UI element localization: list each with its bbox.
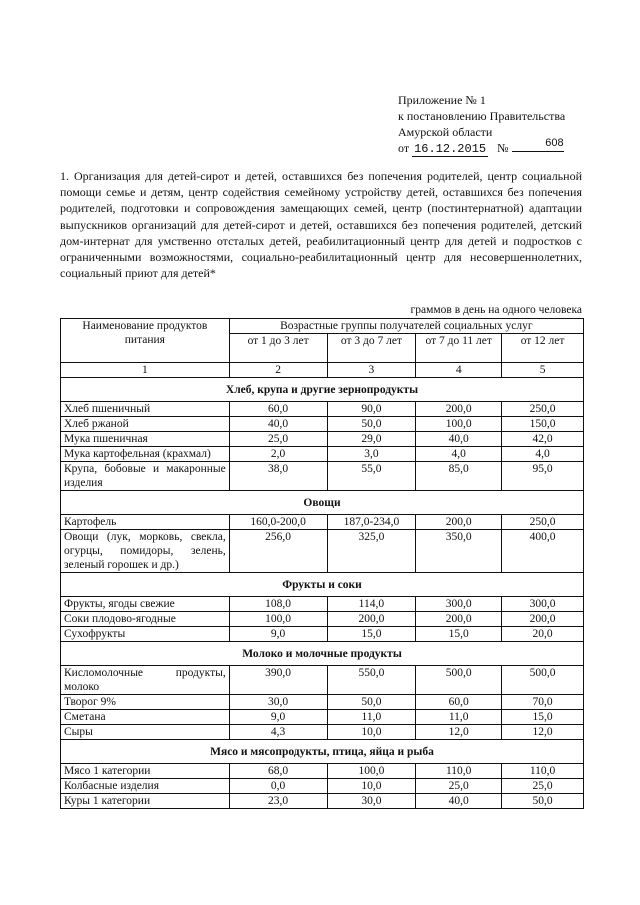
norm-value: 187,0-234,0: [327, 515, 416, 530]
table-row: [61, 710, 584, 725]
date-number-line: [398, 137, 598, 158]
section-row: [61, 573, 584, 597]
product-name: Сметана: [61, 710, 230, 725]
norm-value: 200,0: [416, 402, 502, 417]
norm-value: 55,0: [327, 462, 416, 491]
norm-value: 25,0: [416, 779, 502, 794]
norm-value: 300,0: [416, 597, 502, 612]
resolution-number: 608: [512, 135, 564, 152]
norm-value: 100,0: [327, 764, 416, 779]
product-name: Овощи (лук, морковь, свекла, огурцы, помидоры, зелень, зеленый горошек и др.): [61, 530, 230, 573]
norm-value: 12,0: [502, 725, 584, 740]
norm-value: 100,0: [416, 417, 502, 432]
table-row: [61, 597, 584, 612]
section-title: Молоко и молочные продукты: [61, 642, 584, 666]
norm-value: 15,0: [502, 710, 584, 725]
norm-value: 200,0: [416, 515, 502, 530]
table-row: [61, 627, 584, 642]
product-name: Мука картофельная (крахмал): [61, 447, 230, 462]
norm-value: 25,0: [502, 779, 584, 794]
norm-value: 11,0: [416, 710, 502, 725]
table-row: [61, 417, 584, 432]
column-number: 3: [327, 363, 416, 378]
norm-value: 200,0: [416, 612, 502, 627]
norm-value: 20,0: [502, 627, 584, 642]
norm-value: 114,0: [327, 597, 416, 612]
food-norms-table: [60, 318, 584, 809]
table-header-row: [61, 319, 584, 334]
norm-value: 550,0: [327, 666, 416, 695]
section-title: Овощи: [61, 491, 584, 515]
table-row: [61, 515, 584, 530]
norm-value: 11,0: [327, 710, 416, 725]
number-label: №: [497, 141, 509, 155]
norm-value: 3,0: [327, 447, 416, 462]
norm-value: 250,0: [502, 402, 584, 417]
norm-value: 85,0: [416, 462, 502, 491]
norm-value: 25,0: [229, 432, 327, 447]
resolution-date: 16.12.2015: [414, 142, 487, 156]
section-title: Хлеб, крупа и другие зернопродукты: [61, 378, 584, 402]
product-name: Хлеб пшеничный: [61, 402, 230, 417]
norm-value: 70,0: [502, 695, 584, 710]
age-groups-header: Возрастные группы получателей социальных услуг: [229, 319, 583, 334]
column-number: 1: [61, 363, 230, 378]
norm-value: 0,0: [229, 779, 327, 794]
norm-value: 9,0: [229, 710, 327, 725]
table-row: [61, 794, 584, 809]
norm-value: 50,0: [327, 695, 416, 710]
product-name: Куры 1 категории: [61, 794, 230, 809]
norm-value: 50,0: [327, 417, 416, 432]
norm-value: 10,0: [327, 725, 416, 740]
resolution-ref: к постановлению Правительства: [398, 109, 566, 123]
norm-value: 30,0: [229, 695, 327, 710]
product-name: Фрукты, ягоды свежие: [61, 597, 230, 612]
norm-value: 4,0: [502, 447, 584, 462]
from-label: от: [398, 141, 410, 155]
product-name: Кисломолочные продукты, молоко: [61, 666, 230, 695]
appendix-title: Приложение № 1: [398, 93, 486, 107]
norm-value: 15,0: [327, 627, 416, 642]
norm-value: 400,0: [502, 530, 584, 573]
age-group-header: от 12 лет: [502, 334, 584, 363]
norm-value: 60,0: [229, 402, 327, 417]
norm-value: 108,0: [229, 597, 327, 612]
norm-value: 2,0: [229, 447, 327, 462]
document-header: [398, 92, 598, 158]
product-name: Соки плодово-ягодные: [61, 612, 230, 627]
table-row: [61, 695, 584, 710]
product-name: Сухофрукты: [61, 627, 230, 642]
age-group-header: от 7 до 11 лет: [416, 334, 502, 363]
norm-value: 40,0: [416, 794, 502, 809]
norm-value: 4,3: [229, 725, 327, 740]
norm-value: 350,0: [416, 530, 502, 573]
norm-value: 160,0-200,0: [229, 515, 327, 530]
table-row: [61, 612, 584, 627]
norm-value: 95,0: [502, 462, 584, 491]
table-row: [61, 462, 584, 491]
units-note: граммов в день на одного человека: [410, 304, 582, 316]
product-name: Хлеб ржаной: [61, 417, 230, 432]
norm-value: 390,0: [229, 666, 327, 695]
norm-value: 4,0: [416, 447, 502, 462]
norm-value: 110,0: [416, 764, 502, 779]
product-name: Колбасные изделия: [61, 779, 230, 794]
norm-value: 10,0: [327, 779, 416, 794]
section-row: [61, 740, 584, 764]
product-name: Мука пшеничная: [61, 432, 230, 447]
norm-value: 68,0: [229, 764, 327, 779]
norm-value: 15,0: [416, 627, 502, 642]
norm-value: 90,0: [327, 402, 416, 417]
norm-value: 23,0: [229, 794, 327, 809]
norm-value: 110,0: [502, 764, 584, 779]
norm-value: 250,0: [502, 515, 584, 530]
column-number: 2: [229, 363, 327, 378]
product-name: Сыры: [61, 725, 230, 740]
table-row: [61, 447, 584, 462]
norm-value: 500,0: [416, 666, 502, 695]
table-row: [61, 725, 584, 740]
norm-value: 100,0: [229, 612, 327, 627]
norm-value: 9,0: [229, 627, 327, 642]
column-number: 5: [502, 363, 584, 378]
column-number: 4: [416, 363, 502, 378]
norm-value: 60,0: [416, 695, 502, 710]
section-row: [61, 642, 584, 666]
norm-value: 150,0: [502, 417, 584, 432]
norm-value: 200,0: [327, 612, 416, 627]
table-row: [61, 764, 584, 779]
table-row: [61, 666, 584, 695]
section-title: Мясо и мясопродукты, птица, яйца и рыба: [61, 740, 584, 764]
table-row: [61, 779, 584, 794]
norm-value: 40,0: [416, 432, 502, 447]
norm-value: 38,0: [229, 462, 327, 491]
product-name: Творог 9%: [61, 695, 230, 710]
table-row: [61, 530, 584, 573]
norm-value: 50,0: [502, 794, 584, 809]
organization-description: 1. Организация для детей-сирот и детей, оставшихся без попечения родителей, центр социальной помощи семье и детям, центр содействия семейному устройству детей, оставшихся без попечения родителей, подготовки и сопровождения замещающих семей, центр (постинтернатной) адаптации выпускников организаций для детей-сирот и детей, оставшихся без попечения родителей, детский дом-интернат для умственно отсталых детей, реабилитационный центр для детей и подростков с ограниченными возможностями, социально-реабилитационный центр для несовершеннолетних, социальный приют для детей*: [60, 169, 582, 281]
product-name: Крупа, бобовые и макаронные изделия: [61, 462, 230, 491]
norm-value: 29,0: [327, 432, 416, 447]
section-row: [61, 491, 584, 515]
norm-value: 200,0: [502, 612, 584, 627]
norm-value: 42,0: [502, 432, 584, 447]
product-name: Картофель: [61, 515, 230, 530]
norm-value: 40,0: [229, 417, 327, 432]
norm-value: 500,0: [502, 666, 584, 695]
age-group-header: от 1 до 3 лет: [229, 334, 327, 363]
age-group-header: от 3 до 7 лет: [327, 334, 416, 363]
norm-value: 300,0: [502, 597, 584, 612]
norm-value: 30,0: [327, 794, 416, 809]
product-name: Мясо 1 категории: [61, 764, 230, 779]
section-title: Фрукты и соки: [61, 573, 584, 597]
table-row: [61, 432, 584, 447]
column-numbers-row: [61, 363, 584, 378]
table-row: [61, 402, 584, 417]
region-name: Амурской области: [398, 125, 493, 139]
norm-value: 256,0: [229, 530, 327, 573]
norm-value: 325,0: [327, 530, 416, 573]
norm-value: 12,0: [416, 725, 502, 740]
section-row: [61, 378, 584, 402]
product-column-header: Наименование продуктов питания: [61, 319, 230, 363]
